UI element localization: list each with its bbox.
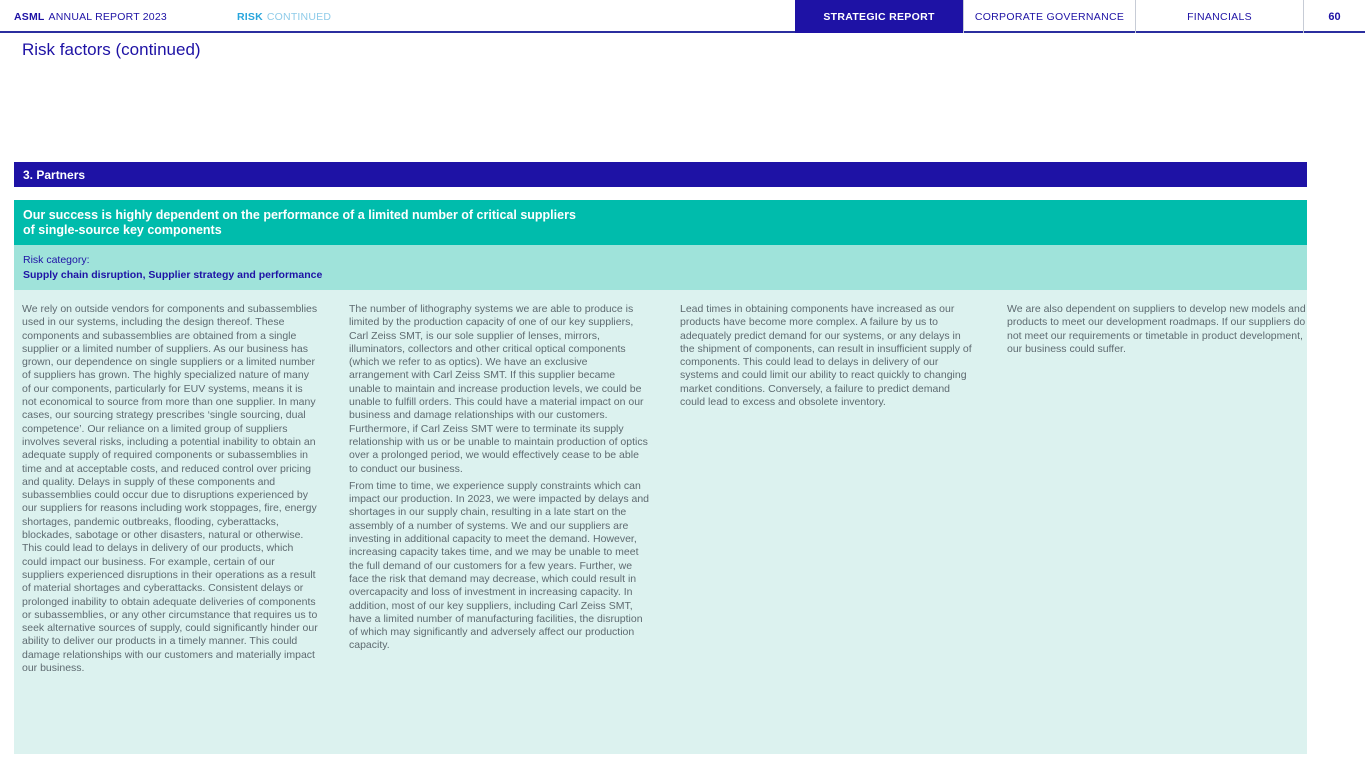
brand-name: ASML [14,10,45,23]
page-number: 60 [1303,0,1365,33]
body-column-3 [680,303,976,675]
risk-category-label: Risk category: [23,254,90,266]
body-paragraph: The number of lithography systems we are able to produce is limited by the production capacity of one of our key suppliers, Carl Zeiss SMT, is our sole supplier of lenses, mirrors, illuminators, collectors and other critical optical components (which we refer to as optics). We have an exclusive arrangement with Carl Zeiss SMT. If this supplier became unable to maintain and increase production levels, we could be unable to fulfill orders. This could have a material impact on our business and damage relationships with our customers. Furthermore, if Carl Zeiss SMT were to terminate its supply relationship with us or be unable to maintain production of optics over a prolonged period, we would effectively cease to be able to conduct our business. [349,303,648,475]
body-column-2 [349,303,649,675]
body-paragraph: Lead times in obtaining components have increased as our products have become more complex. A failure by us to adequately predict demand for our systems, or any delays in the shipment of components, can result in insufficient supply of components. This could lead to delays in delivery of our systems and could limit our ability to react quickly to changing market conditions. Conversely, a failure to predict demand could lead to excess and obsolete inventory. [680,303,972,409]
body-column-1 [22,303,318,675]
tab-corporate-governance[interactable]: CORPORATE GOVERNANCE [963,0,1135,33]
risk-headline-line2: of single-source key components [23,222,222,237]
breadcrumb-continued: CONTINUED [266,10,332,23]
risk-body-columns [22,303,1307,675]
brand-subtitle: ANNUAL REPORT 2023 [48,10,167,23]
tab-financials[interactable]: FINANCIALS [1135,0,1303,33]
body-paragraph: We rely on outside vendors for components and subassemblies used in our systems, including the design thereof. These components and subassemblies are obtained from a single supplier or a limited number of suppliers. As our business has grown, our dependence on single suppliers or a limited number of suppliers has grown. The highly specialized nature of many of our components, particularly for EUV systems, means it is not economical to source from more than one supplier. In many cases, our sourcing strategy prescribes ‘single sourcing, dual competence’. Our reliance on a limited group of suppliers involves several risks, including a potential inability to obtain an adequate supply of required components or subassemblies in time and at acceptable costs, and reduced control over pricing and quality. Delays in supply of these components and subassemblies could occur due to disruptions experienced by our suppliers for reasons including work stoppages, fire, energy shortages, pandemic outbreaks, flooding, cyberattacks, blockades, sabotage or other disasters, natural or otherwise. This could lead to delays in delivery of our products, which could impact our business. For example, certain of our suppliers experienced disruptions in their operations as a result of material shortages and cyberattacks. Consistent delays or prolonged inability to obtain adequate deliveries of components or subassemblies, or any other circumstance that requires us to seek alternative sources of supply, could significantly hinder our ability to deliver our products in a timely manner. This could damage relationships with our customers and materially impact our business. [22,303,318,675]
tab-strategic-report[interactable]: STRATEGIC REPORT [795,0,963,33]
section-title-bar [14,162,1307,187]
risk-category-value: Supply chain disruption, Supplier strategy and performance [23,269,323,281]
risk-category-bar [14,245,1307,290]
header-tabs [795,0,1365,33]
body-column-4 [1007,303,1307,675]
risk-headline-line1: Our success is highly dependent on the performance of a limited number of critical suppliers [23,207,576,222]
body-paragraph: We are also dependent on suppliers to develop new models and products to meet our development roadmaps. If our suppliers do not meet our requirements or timetable in product development, our business could suffer. [1007,303,1306,355]
breadcrumb [237,0,331,33]
breadcrumb-section: RISK [237,10,263,23]
risk-headline-bar [14,200,1307,245]
body-paragraph: From time to time, we experience supply constraints which can impact our production. In 2023, we were impacted by delays and shortages in our supply chain, resulting in a late start on the assembly of a number of systems. We and our suppliers are investing in additional capacity to meet the demand. However, increasing capacity takes time, and we may be unable to meet the full demand of our customers for a few years. Further, we face the risk that demand may decrease, which could result in overcapacity and loss of investment in increasing capacity. In addition, most of our key suppliers, including Carl Zeiss SMT, have a limited number of manufacturing facilities, the disruption of which may significantly and adversely affect our production capacity. [349,479,650,652]
report-brand [14,0,167,33]
page-title: Risk factors (continued) [22,40,201,59]
top-header-bar [0,0,1365,33]
section-title: 3. Partners [23,167,86,182]
